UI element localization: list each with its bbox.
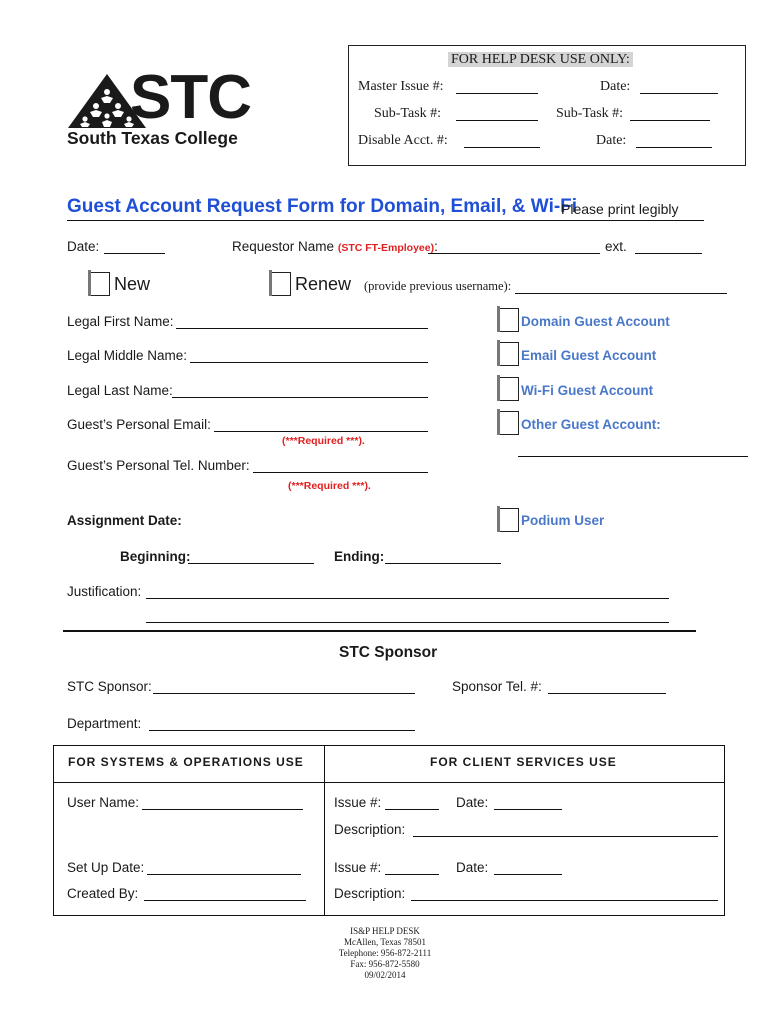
created-by-label: Created By: xyxy=(67,886,139,901)
setup-date-field[interactable] xyxy=(147,874,301,875)
requestor-note: (STC FT-Employee) xyxy=(337,242,435,254)
footer-line-3: Telephone: 956-872-2111 xyxy=(338,948,432,958)
sponsor-tel-label: Sponsor Tel. #: xyxy=(452,679,542,694)
client-date1-label: Date: xyxy=(456,795,489,810)
previous-username-field[interactable] xyxy=(515,293,727,294)
title-underline xyxy=(67,220,704,221)
footer-line-2: McAllen, Texas 78501 xyxy=(344,937,426,947)
requestor-label: Requestor Name (STC FT-Employee): xyxy=(232,239,438,254)
issue2-field[interactable] xyxy=(385,874,439,875)
footer-line-4: Fax: 956-872-5580 xyxy=(350,959,420,969)
logo-acronym: STC xyxy=(130,63,251,132)
date-label: Date: xyxy=(67,239,100,254)
disable-acct-label: Disable Acct. #: xyxy=(358,133,448,148)
middle-name-field[interactable] xyxy=(190,362,428,363)
help-desk-date2-label: Date: xyxy=(596,133,627,148)
new-label: New xyxy=(114,274,151,294)
description1-label: Description: xyxy=(334,822,406,837)
email-field[interactable] xyxy=(214,431,428,432)
logo-name: South Texas College xyxy=(67,128,238,148)
justification-field-2[interactable] xyxy=(146,622,669,623)
other-guest-field[interactable] xyxy=(518,456,748,457)
sub-task1-field[interactable] xyxy=(456,120,538,121)
email-guest-checkbox[interactable] xyxy=(499,342,519,366)
domain-guest-checkbox[interactable] xyxy=(499,308,519,332)
podium-user-label: Podium User xyxy=(521,513,605,528)
middle-name-label: Legal Middle Name: xyxy=(67,348,188,363)
description2-field[interactable] xyxy=(411,900,718,901)
last-name-field[interactable] xyxy=(172,397,428,398)
department-field[interactable] xyxy=(149,730,415,731)
user-name-field[interactable] xyxy=(142,809,303,810)
master-issue-field[interactable] xyxy=(456,93,538,94)
last-name-label: Legal Last Name: xyxy=(67,383,173,398)
other-guest-label: Other Guest Account: xyxy=(521,417,661,432)
client-heading: FOR CLIENT SERVICES USE xyxy=(430,755,617,769)
email-label: Guest’s Personal Email: xyxy=(67,417,211,432)
client-date2-field[interactable] xyxy=(494,874,562,875)
first-name-field[interactable] xyxy=(176,328,428,329)
issue2-label: Issue #: xyxy=(334,860,382,875)
tel-field[interactable] xyxy=(253,472,428,473)
sub-task2-label: Sub-Task #: xyxy=(556,106,624,121)
first-name-label: Legal First Name: xyxy=(67,314,174,329)
help-desk-date2-field[interactable] xyxy=(636,147,712,148)
tel-required-note: (***Required ***). xyxy=(288,480,371,492)
renew-label: Renew xyxy=(295,274,352,294)
section-divider xyxy=(63,630,696,632)
description2-label: Description: xyxy=(334,886,406,901)
assignment-date-label: Assignment Date: xyxy=(67,513,182,528)
systems-heading: FOR SYSTEMS & OPERATIONS USE xyxy=(68,755,304,769)
domain-guest-label: Domain Guest Account xyxy=(521,314,670,329)
date-field[interactable] xyxy=(104,253,165,254)
wifi-guest-checkbox[interactable] xyxy=(499,377,519,401)
justification-label: Justification: xyxy=(67,584,142,599)
footer-line-5: 09/02/2014 xyxy=(364,970,406,980)
footer-line-1: IS&P HELP DESK xyxy=(350,926,420,936)
sub-task1-label: Sub-Task #: xyxy=(374,106,442,121)
issue1-field[interactable] xyxy=(385,809,439,810)
client-date2-label: Date: xyxy=(456,860,489,875)
setup-date-label: Set Up Date: xyxy=(67,860,145,875)
department-label: Department: xyxy=(67,716,142,731)
help-desk-title: FOR HELP DESK USE ONLY: xyxy=(448,52,633,68)
email-guest-label: Email Guest Account xyxy=(521,348,657,363)
other-guest-checkbox[interactable] xyxy=(499,411,519,435)
email-required-note: (***Required ***). xyxy=(282,435,365,447)
help-desk-date1-label: Date: xyxy=(600,79,631,94)
wifi-guest-label: Wi-Fi Guest Account xyxy=(521,383,654,398)
user-name-label: User Name: xyxy=(67,795,140,810)
description1-field[interactable] xyxy=(413,836,718,837)
tel-label: Guest’s Personal Tel. Number: xyxy=(67,458,250,473)
master-issue-label: Master Issue #: xyxy=(358,79,444,94)
sponsor-tel-field[interactable] xyxy=(548,693,666,694)
ext-label: ext. xyxy=(605,239,627,254)
sponsor-field[interactable] xyxy=(153,693,415,694)
requestor-field[interactable] xyxy=(428,253,600,254)
help-desk-date1-field[interactable] xyxy=(640,93,718,94)
ending-label: Ending: xyxy=(334,549,385,564)
operations-header-divider xyxy=(54,782,725,783)
created-by-field[interactable] xyxy=(144,900,306,901)
new-checkbox[interactable] xyxy=(90,272,110,296)
justification-field-1[interactable] xyxy=(146,598,669,599)
footer xyxy=(285,926,485,981)
ending-field[interactable] xyxy=(385,563,501,564)
beginning-label: Beginning: xyxy=(120,549,191,564)
podium-user-checkbox[interactable] xyxy=(499,508,519,532)
sponsor-label: STC Sponsor: xyxy=(67,679,152,694)
form-title: Guest Account Request Form for Domain, Email, & Wi-Fi xyxy=(67,196,578,217)
beginning-field[interactable] xyxy=(188,563,314,564)
sub-task2-field[interactable] xyxy=(630,120,710,121)
renew-note: (provide previous username): xyxy=(364,279,512,293)
operations-column-divider xyxy=(324,746,325,916)
sponsor-heading: STC Sponsor xyxy=(339,644,438,661)
renew-checkbox[interactable] xyxy=(271,272,291,296)
ext-field[interactable] xyxy=(635,253,702,254)
client-date1-field[interactable] xyxy=(494,809,562,810)
issue1-label: Issue #: xyxy=(334,795,382,810)
print-note: Please print legibly xyxy=(561,201,679,217)
disable-acct-field[interactable] xyxy=(464,147,540,148)
